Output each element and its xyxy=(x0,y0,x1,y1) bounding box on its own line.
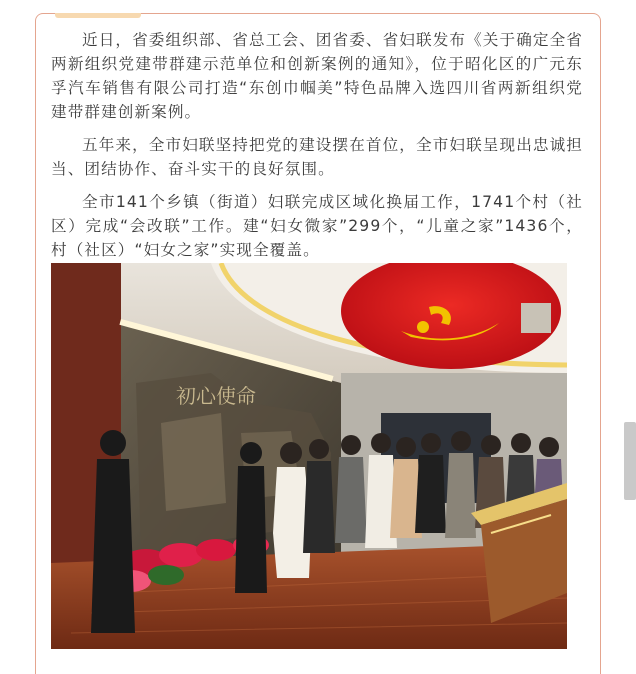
card-top-accent xyxy=(55,13,141,18)
article-body xyxy=(51,28,583,271)
article-paragraph-2: 五年来，全市妇联坚持把党的建设摆在首位，全市妇联呈现出忠诚担当、团结协作、奋斗实干的良好氛围。 xyxy=(51,136,583,178)
wall-inscription: 初心使命 xyxy=(176,384,256,408)
article-photo xyxy=(51,263,567,649)
article-paragraph-3: 全市141个乡镇（街道）妇联完成区域化换届工作，1741个村（社区）完成“会改联”工作。建“妇女微家”299个，“儿童之家”1436个，村（社区）“妇女之家”实现全覆盖。 xyxy=(51,193,583,259)
scrollbar-thumb[interactable] xyxy=(624,422,636,500)
article-paragraph-1: 近日，省委组织部、省总工会、团省委、省妇联发布《关于确定全省两新组织党建带群建示范单位和创新案例的通知》，位于昭化区的广元东孚汽车销售有限公司打造“东创巾帼美”特色品牌入选四川省两新组织党建带群建创新案例。 xyxy=(51,31,583,121)
photo-exhibition-hall xyxy=(51,263,567,649)
